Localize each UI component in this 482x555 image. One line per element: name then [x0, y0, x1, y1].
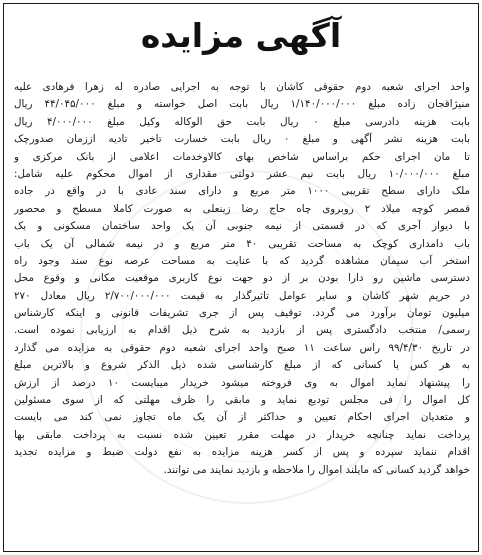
body-line: منیژاقجان زاده مبلغ ۱/۱۴۰/۰۰۰/۰۰۰ ریال بابت اصل خواسته و مبلغ ۴۴/۰۴۵/۰۰۰ ریال	[14, 98, 470, 111]
body-line: تا مان اجرای حکم براساس شاخص بهای کالاوخدمات اعلامی از بانک مرکزی و	[14, 150, 470, 163]
body-line: دسترسی ماشین رو دارا بودن بر از دو جهت نوع کاربری موقعیت مکانی و وقوع محل	[14, 272, 470, 285]
body-line: استخر آب سیمان مشاهده گردید که با عنایت به مساحت عرصه نوع سند وجود راه	[14, 254, 470, 267]
body-line: بابت هزینه نشر آگهی و مبلغ ۰ ریال بابت خسارت تاخیر تادیه اززمان صدورچک	[14, 133, 470, 146]
body-line: بابت هزینه دادرسی مبلغ ۰ ریال بابت حق الوکاله وکیل مبلغ ۴/۰۰۰/۰۰۰ ریال	[14, 115, 470, 128]
body-line: با دیوار آجری که در قسمتی از نیمه جنوبی آن یک واحد ساختمان مسکونی و یک	[14, 220, 470, 233]
body-line: خواهد گردید کسانی که مایلند اموال را ملاحظه و بازدید نمایند می توانند.	[163, 463, 470, 476]
body-line: را پیشنهاد نماید اموال به وی فروخته میشود خریدار میبایست ۱۰ درصد از ارزش	[14, 376, 470, 389]
notice-title: آگهی مزایده	[140, 16, 342, 55]
body-line: واحد اجرای شعبه دوم حقوقی کاشان با توجه به اجرایی صادره له زهرا فرهادی علیه	[14, 81, 470, 93]
body-line: و متعدیان اجرای احکام تعیین و حداکثر از آن یک ماه تجاوز نمی کند می بایست	[14, 411, 470, 424]
notice-body	[14, 79, 470, 479]
body-line: قمصر کوچه میلاد ۲ روبروی چاه حاج رضا زینعلی به صورت کاملا مسطح و محصور	[14, 202, 470, 215]
body-line: ملک دارای سطح تقریبی ۱۰۰۰ متر مربع و دارای سند عادی با در واقع در جاده	[14, 185, 470, 198]
body-line: مبلغ ۱۰/۰۰۰/۰۰۰ ریال بابت نیم عشر دولتی مقداری از اموال محکوم علیه شامل:	[14, 167, 470, 180]
body-line: به هر کس یا کسانی که از مبلغ کارشناسی شده ذیل الذکر شروع و بالاترین مبلغ	[14, 359, 470, 372]
body-line: در حریم شهر کاشان و سایر عوامل تاثیرگذار به قیمت ۲/۷۰۰/۰۰۰/۰۰۰ ریال معادل ۲۷۰	[14, 289, 470, 302]
body-line: باب دامداری کوچک به مساحت تقریبی ۴۰ متر مربع و در نیمه شمالی آن یک باب	[14, 237, 470, 250]
body-line: میلیون تومان برآورد می گردد. توقیف پس از جری تشریفات قانونی و اینکه کارشناس	[14, 307, 470, 320]
body-line: کل اموال را فی مجلس تودیع نماید و مابقی را ظرف مهلتی که از سوی مسئولین	[14, 394, 470, 407]
body-line: پرداخت نماید چنانچه خریدار در مهلت مقرر تعیین شده نسبت به پرداخت مابقی بها	[14, 428, 470, 441]
body-line: رسمی/ منتخب دادگستری پس از بازدید به شرح ذیل اقدام به ارزیابی نموده است.	[14, 324, 470, 337]
body-line: در تاریخ ۹۹/۴/۳۰ راس ساعت ۱۱ صبح واحد اجرای شعبه دوم حقوقی به مزایده می گذارد	[14, 341, 470, 354]
body-line: اقدام ننماید سپرده و پس از کسر هزینه مزایده به نفع دولت ضبط و مزایده تجدید	[14, 446, 470, 459]
